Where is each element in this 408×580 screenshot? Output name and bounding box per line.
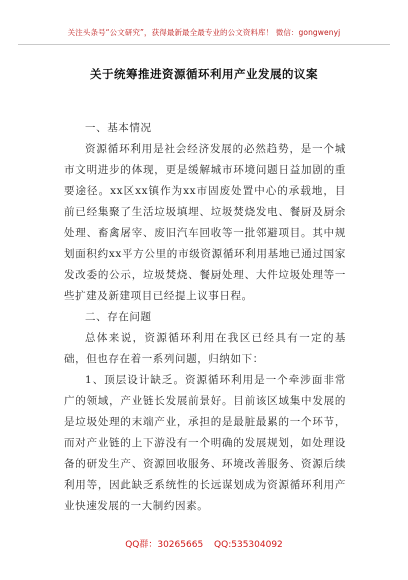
document-body <box>64 118 346 517</box>
header-banner <box>18 6 390 45</box>
paragraph-problems-intro: 总体来说，资源循环利用在我区已经具有一定的基础，但也存在着一系列问题，归纳如下： <box>64 332 346 365</box>
footer-contact <box>0 537 408 550</box>
footer-qq-group: QQ群：30265665 <box>125 540 204 550</box>
section-heading-problems: 二、存在问题 <box>85 311 152 323</box>
paragraph-problem-1: 1、顶层设计缺乏。资源循环利用是一个牵涉面非常广的领域，产业链长发展前景好。目前该区域集中发展的是垃圾处理的末端产业，承担的是最脏最累的一个环节，而对产业链的上下游没有一个明确的发展规划，如处理设备的研发生产、资源回收服务、环境改善服务、资源后续利用等，因此缺乏系统性的长远谋划成为资源循环利用产业快速发展的一大制约因素。 <box>64 374 346 512</box>
document-title: 关于统筹推进资源循环利用产业发展的议案 <box>90 67 318 81</box>
section-heading-basic-info: 一、基本情况 <box>85 122 152 134</box>
paragraph-basic-info: 资源循环利用是社会经济发展的必然趋势，是一个城市文明进步的体现，更是缓解城市环境问题日益加剧的重要途径。xx区xx镇作为xx市固废处置中心的承载地，目前已经集聚了生活垃圾填埋、垃圾焚烧发电、餐厨及厨余处理、畜禽屠宰、废旧汽车回收等一批邻避项目。其中规划面积约xx平方公里的市级资源循环利用基地已通过国家发改委的公示，垃圾焚烧、餐厨处理、大件垃圾处理等一些扩建及新建项目已经提上议事日程。 <box>64 143 346 302</box>
footer-qq-number: QQ:535304092 <box>214 540 283 550</box>
promo-banner-text: 关注头条号“公文研究”，获得最新最全最专业的公文资料库！ 微信：gongwenyj <box>67 28 341 37</box>
